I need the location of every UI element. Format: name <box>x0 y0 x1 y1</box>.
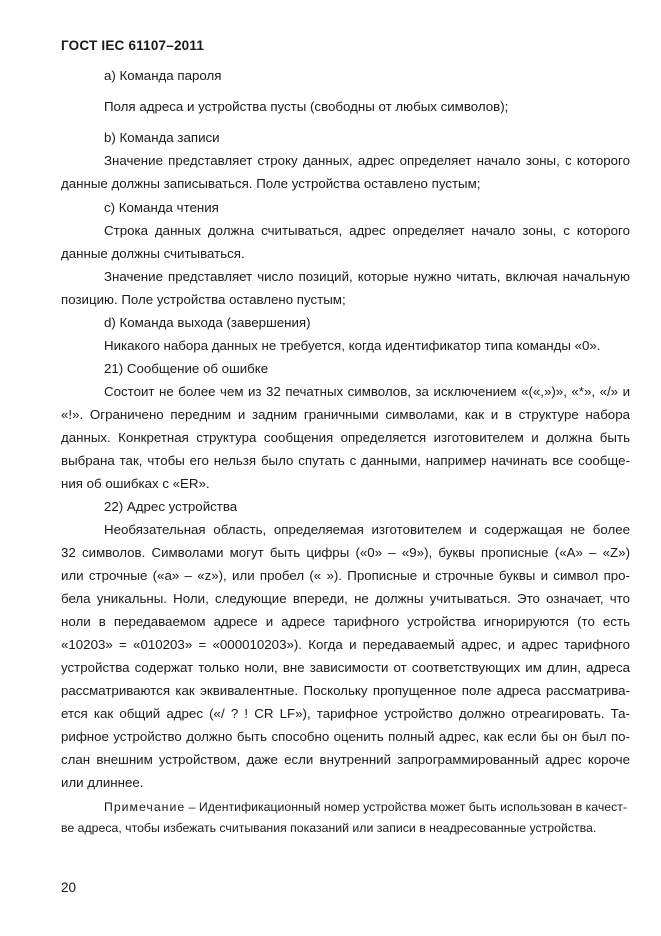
paragraph-line: Никакого набора данных не требуется, когда идентификатор типа команды «0». <box>104 338 601 353</box>
paragraph-line: ния об ошибках с «ER». <box>61 476 210 491</box>
paragraph-line: Поля адреса и устройства пусты (свободны от любых символов); <box>104 99 509 114</box>
paragraph-line: данные должны записываться. Поле устройства оставлено пустым; <box>61 176 481 191</box>
document-header: ГОСТ IEC 61107–2011 <box>61 38 205 53</box>
paragraph-line: слан внешним устройством, даже если внутренний запрограммированный адрес короче <box>61 752 630 767</box>
note-text: – Идентификационный номер устройства может быть использован в качест- <box>185 800 627 814</box>
note-label: Примечание <box>104 800 186 814</box>
note-second-line: ве адреса, чтобы избежать считывания показаний или записи в неадресованные устройства. <box>61 821 597 835</box>
item-b-title: b) Команда записи <box>104 130 220 145</box>
paragraph-line: позицию. Поле устройства оставлено пустым; <box>61 292 346 307</box>
paragraph-line: бела уникальны. Ноли, следующие впереди, не должны учитываться. Это означает, что <box>61 591 630 606</box>
page-number: 20 <box>61 880 77 895</box>
note-first-line <box>104 800 627 815</box>
paragraph-line: ноли в передаваемом адресе и адресе тарифного устройства игнорируются (то есть <box>61 614 630 629</box>
paragraph-line: ется как общий адрес («/ ? ! CR LF»), тарифное устройство должно отреагировать. Та- <box>61 706 630 721</box>
paragraph-line: Значение представляет число позиций, которые нужно читать, включая начальную <box>104 269 630 284</box>
paragraph-line: 32 символов. Символами могут быть цифры («0» – «9»), буквы прописные («A» – «Z») <box>61 545 630 560</box>
item-a-title: a) Команда пароля <box>104 68 222 83</box>
paragraph-line: данные должны считываться. <box>61 246 245 261</box>
paragraph-line: данных. Конкретная структура сообщения определяется изготовителем и должна быть <box>61 430 630 445</box>
paragraph-line: Значение представляет строку данных, адрес определяет начало зоны, с которого <box>104 153 630 168</box>
paragraph-line: «!». Ограничено передним и задним граничными символами, как и в структуре набора <box>61 407 630 422</box>
paragraph-line: устройства содержат только ноли, вне зависимости от соответствующих им длин, адреса <box>61 660 630 675</box>
item-c-title: c) Команда чтения <box>104 200 219 215</box>
paragraph-line: Необязательная область, определяемая изготовителем и содержащая не более <box>104 522 630 537</box>
paragraph-line: выбрана так, чтобы его нельзя было спутать с данными, например начинать все сообще- <box>61 453 630 468</box>
paragraph-line: «10203» = «010203» = «000010203»). Когда и передаваемый адрес, и адрес тарифного <box>61 637 630 652</box>
section-22-title: 22) Адрес устройства <box>104 499 238 514</box>
section-21-title: 21) Сообщение об ошибке <box>104 361 269 376</box>
paragraph-line: рассматриваются как эквивалентные. Поскольку пропущенное поле адреса рассматрива- <box>61 683 630 698</box>
paragraph-line: или длиннее. <box>61 775 144 790</box>
paragraph-line: рифное устройство должно быть способно оценить полный адрес, как если бы он был по- <box>61 729 630 744</box>
paragraph-line: Состоит не более чем из 32 печатных символов, за исключением «(«,»)», «*», «/» и <box>104 384 630 399</box>
paragraph-line: или строчные («a» – «z»), или пробел (« »). Прописные и строчные буквы и символ про- <box>61 568 630 583</box>
item-d-title: d) Команда выхода (завершения) <box>104 315 311 330</box>
paragraph-line: Строка данных должна считываться, адрес определяет начало зоны, с которого <box>104 223 630 238</box>
